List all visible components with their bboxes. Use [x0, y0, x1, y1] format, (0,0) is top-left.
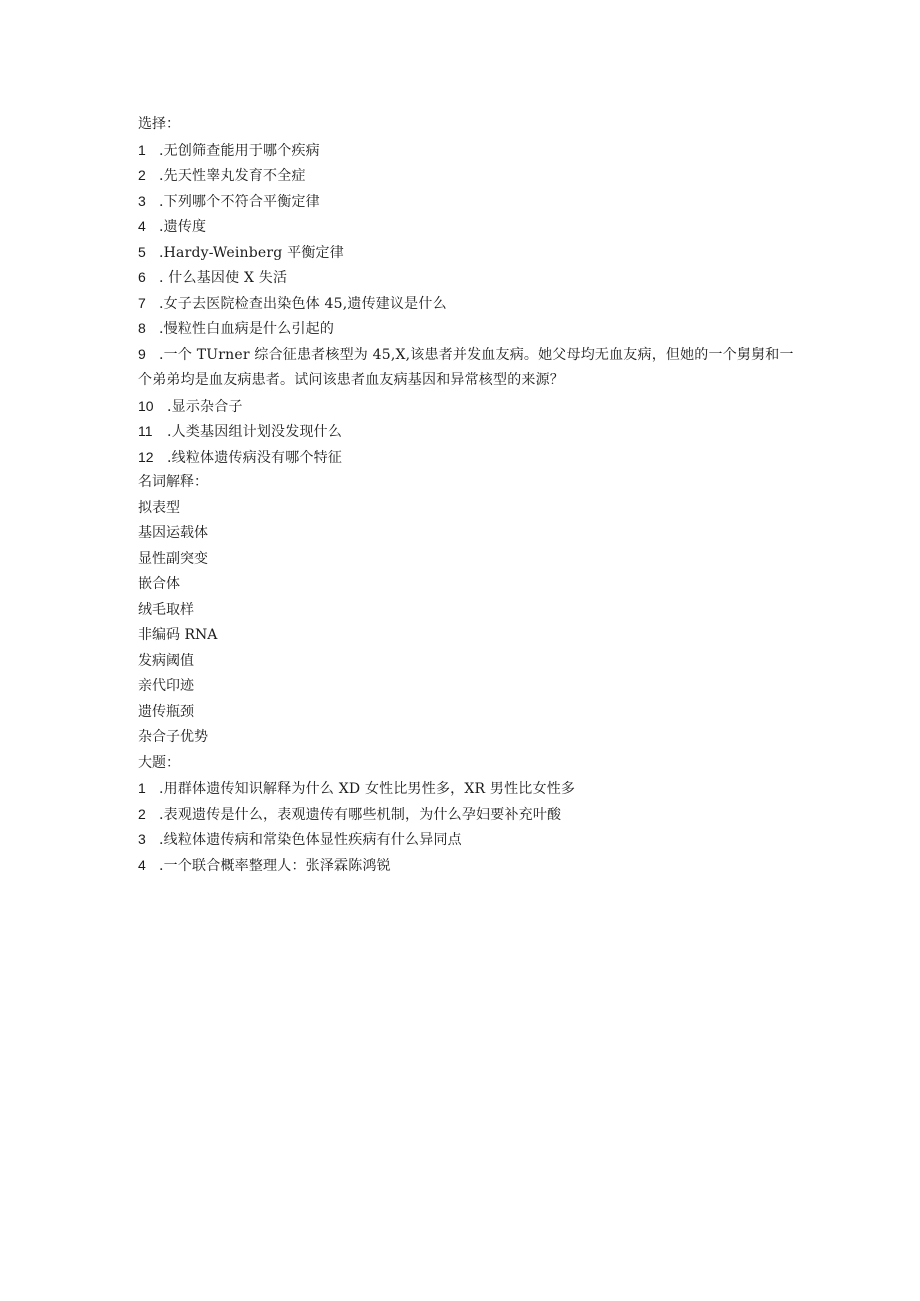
item-text: .用群体遗传知识解释为什么 XD 女性比男性多，XR 男性比女性多 — [159, 781, 576, 797]
item-number: 1 — [138, 141, 146, 158]
choice-item — [138, 138, 798, 164]
item-number: 5 — [138, 243, 146, 260]
term-item: 杂合子优势 — [138, 729, 208, 745]
choice-item — [138, 214, 798, 240]
section-heading-essay: 大题： — [138, 754, 180, 771]
choice-item — [138, 291, 798, 317]
term-item: 显性副突变 — [138, 550, 208, 567]
item-text: .无创筛查能用于哪个疾病 — [159, 142, 320, 159]
essay-item — [138, 827, 798, 853]
choice-item — [138, 316, 798, 342]
term-item: 非编码 RNA — [138, 627, 218, 643]
choice-item — [138, 189, 798, 215]
item-number: 10 — [138, 397, 154, 414]
choice-item — [138, 240, 798, 266]
document-page — [138, 112, 798, 878]
item-number: 2 — [138, 805, 146, 822]
item-text: .一个联合概率整理人：张泽霖陈鸿锐 — [159, 857, 391, 874]
item-number: 2 — [138, 167, 146, 183]
essay-list — [138, 776, 798, 878]
term-item: 发病阈值 — [138, 652, 194, 669]
section-heading-choice: 选择： — [138, 116, 180, 132]
item-text: . 什么基因使 X 失活 — [159, 270, 288, 286]
essay-item — [138, 802, 798, 828]
choice-item — [138, 445, 798, 471]
term-item: 嵌合体 — [138, 576, 180, 592]
item-number: 11 — [138, 423, 153, 439]
item-number: 6 — [138, 269, 146, 285]
item-text: .下列哪个不符合平衡定律 — [159, 193, 320, 210]
item-number: 7 — [138, 294, 146, 311]
item-number: 3 — [138, 831, 146, 847]
item-text: .线粒体遗传病和常染色体显性疾病有什么异同点 — [159, 832, 462, 848]
essay-item — [138, 776, 798, 802]
item-text: .显示杂合子 — [167, 398, 243, 415]
item-number: 1 — [138, 780, 146, 796]
item-number: 3 — [138, 192, 146, 209]
choice-item — [138, 394, 798, 420]
terms-list — [138, 496, 798, 751]
item-text: .先天性睾丸发育不全症 — [159, 168, 306, 184]
term-item: 亲代印迹 — [138, 678, 194, 694]
essay-item — [138, 853, 798, 879]
choice-list — [138, 138, 798, 471]
item-number: 12 — [138, 448, 154, 465]
item-number: 4 — [138, 218, 146, 234]
choice-item — [138, 163, 798, 189]
choice-item — [138, 342, 798, 394]
item-text: .慢粒性白血病是什么引起的 — [159, 321, 335, 337]
item-number: 4 — [138, 856, 146, 873]
item-text: .遗传度 — [159, 219, 207, 235]
term-item: 遗传瓶颈 — [138, 703, 194, 720]
item-text: .人类基因组计划没发现什么 — [167, 424, 343, 440]
item-text: .线粒体遗传病没有哪个特征 — [167, 449, 343, 466]
term-item: 基因运载体 — [138, 525, 208, 541]
item-text: .表观遗传是什么，表观遗传有哪些机制，为什么孕妇要补充叶酸 — [159, 806, 562, 823]
item-text: .女子去医院检查出染色体 45,遗传建议是什么 — [159, 295, 447, 312]
item-text: .Hardy-Weinberg 平衡定律 — [159, 244, 344, 261]
item-text: .一个 TUrner 综合征患者核型为 45,X,该患者并发血友病。她父母均无血友病，但她的一个舅舅和一个弟弟均是血友病患者。试问该患者血友病基因和异常核型的来源？ — [138, 346, 794, 388]
section-heading-terms: 名词解释： — [138, 474, 208, 490]
choice-item — [138, 265, 798, 291]
item-number: 9 — [138, 345, 146, 362]
item-number: 8 — [138, 320, 146, 336]
choice-item — [138, 419, 798, 445]
term-item: 拟表型 — [138, 499, 180, 516]
term-item: 绒毛取样 — [138, 601, 194, 618]
